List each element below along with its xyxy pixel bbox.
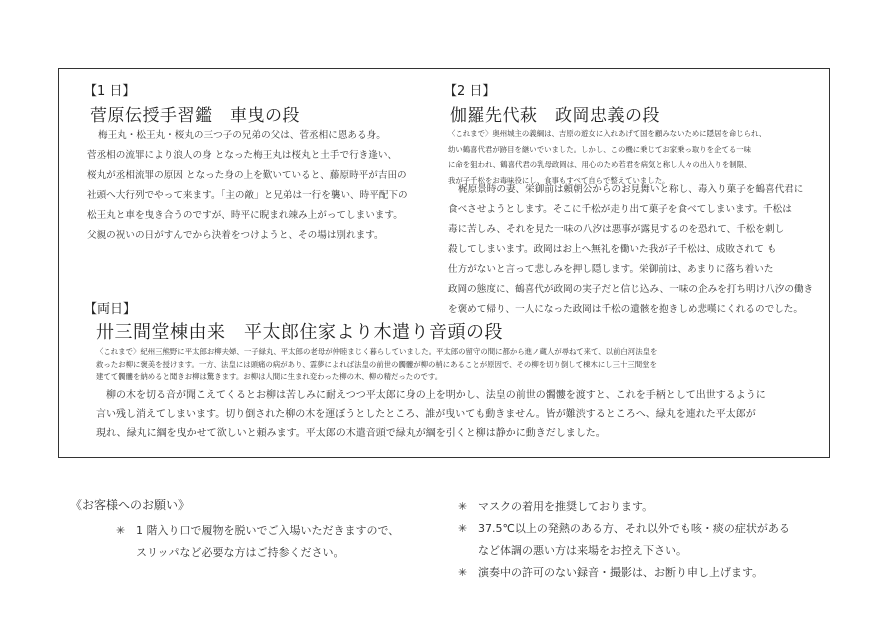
both-days-line: 現れ、緑丸に綱を曳かせて欲しいと頼みます。平太郎の木遣音頭で緑丸が綱を引くと柳は静かに動きだしました。	[96, 428, 606, 439]
notice-item: ✳ マスクの着用を推奨しております。	[458, 496, 790, 518]
both-days-line: 柳の木を切る音が聞こえてくるとお柳は苦しみに耐えつつ平太郎に身の上を明かし、法皇の前世の髑髏を渡すと、これを手柄として出世するように	[106, 390, 766, 401]
day1-line: 松王丸と車を曳き合うのですが、時平に睨まれ竦み上がってしまいます。	[87, 210, 403, 221]
notice-right-list	[458, 496, 790, 584]
day2-line: 政岡の態度に、鶴喜代が政岡の実子だと信じ込み、一味の企みを打ち明け八汐の働き	[448, 284, 814, 295]
notice-item: ✳ 演奏中の許可のない録音・撮影は、お断り申し上げます。	[458, 562, 790, 584]
day2-tag: 【2 日】	[444, 84, 496, 99]
notice-item: ✳ 1 階入り口で履物を脱いでご入場いただきますので、	[116, 520, 399, 542]
day2-line: を褒めて帰り、一人になった政岡は千松の遺骸を抱きしめ悲嘆にくれるのでした。	[448, 304, 803, 315]
both-days-summary-line: 救ったお柳に褒美を授けます。一方、法皇には頭痛の病があり、霊夢によれば法皇の前世の髑髏が柳の梢にあることが原因で、その柳を切り倒して棟木にし三十三間堂を	[96, 359, 657, 369]
day2-summary-line: に命を狙われ、鶴喜代君の乳母政岡は、用心のため若君を病気と称し人々の出入りを制限、	[448, 160, 752, 169]
both-days-line: 言い残し消えてしまいます。切り倒された柳の木を運ぼうとしたところ、誰が曳いても動きません。皆が難渋するところへ、緑丸を連れた平太郎が	[96, 409, 756, 420]
day2-summary-line: 我が子千松をお毒味役にし、食事もすべて自らで整えていました。	[448, 175, 670, 185]
day1-synopsis	[87, 126, 408, 246]
day2-line: 殺してしまいます。政岡はお上へ無礼を働いた我が子千松は、成敗されて も	[448, 244, 777, 255]
day2-summary	[448, 126, 766, 188]
both-days-tag: 【両日】	[84, 302, 137, 317]
notice-item: ✳ 37.5℃以上の発熱のある方、それ以外でも咳・痰の症状がある	[458, 518, 790, 540]
both-days-title: 卅三間堂棟由来 平太郎住家より木遣り音頭の段	[96, 322, 503, 343]
day2-synopsis	[448, 180, 813, 320]
day2-line: 梶原景時の妻、栄御前は頼朝公からのお見舞いと称し、毒入り菓子を鶴喜代君に	[458, 184, 804, 195]
day2-summary-line: 〈これまで〉奥州城主の義綱は、吉原の遊女に入れあげて国を顧みないために隠居を命じられ、	[448, 129, 767, 138]
day2-line: 仕方がないと言って悲しみを押し隠します。栄御前は、あまりに落ち着いた	[448, 264, 774, 275]
day2-line: 食べさせようとします。そこに千松が走り出て菓子を食べてしまいます。千松は	[448, 204, 792, 215]
day1-line: 菅丞相の流罪により浪人の身 となった梅王丸は桜丸と土手で行き逢い、	[87, 150, 398, 161]
day1-line: 桜丸が丞相流罪の原因 となった身の上を歎いていると、藤原時平が吉田の	[87, 170, 407, 181]
asterisk-icon: ✳	[458, 500, 468, 513]
both-days-summary	[96, 346, 657, 384]
notice-item-continued: など体調の悪い方は来場をお控え下さい。	[478, 544, 687, 557]
notice-heading: 《お客様へのお願い》	[70, 498, 191, 512]
both-days-summary-line: 〈これまで〉紀州三熊野に平太郎お柳夫婦、一子緑丸、平太郎の老母が仲睦まじく暮らしていました。平太郎の留守の間に都から進ノ蔵人が尋ねて来て、以前白河法皇を	[96, 347, 658, 356]
notice-left-list	[116, 520, 399, 564]
asterisk-icon: ✳	[458, 522, 468, 535]
day1-tag: 【1 日】	[84, 84, 136, 99]
both-days-summary-line: 建てて髑髏を納めると聞きお柳は驚きます。お柳は人間に生まれ変わった柳の木、柳の精だったのです。	[96, 372, 443, 381]
day2-line: 毒に苦しみ、それを見た一味の八汐は悪事が露見するのを恐れて、千松を刺し	[448, 224, 785, 235]
day1-line: 社頭へ大行列でやって来ます。「主の敵」と兄弟は一行を襲い、時平配下の	[87, 190, 408, 201]
asterisk-icon: ✳	[458, 566, 468, 579]
notice-item-continued: スリッパなど必要な方はご持参ください。	[136, 546, 345, 559]
day2-title: 伽羅先代萩 政岡忠義の段	[450, 106, 660, 126]
day1-line: 梅王丸・松王丸・桜丸の三つ子の兄弟の父は、菅丞相に恩ある身。	[98, 130, 386, 141]
day1-title: 菅原伝授手習鑑 車曳の段	[90, 106, 300, 126]
day1-line: 父親の祝いの日がすんでから決着をつけようと、その場は別れます。	[87, 230, 384, 241]
asterisk-icon: ✳	[116, 524, 126, 537]
both-days-synopsis	[96, 386, 766, 443]
day2-summary-line: 幼い鶴喜代君が跡目を継いでいました。しかし、この機に乗じてお家乗っ取りを企てる一味	[448, 144, 752, 154]
